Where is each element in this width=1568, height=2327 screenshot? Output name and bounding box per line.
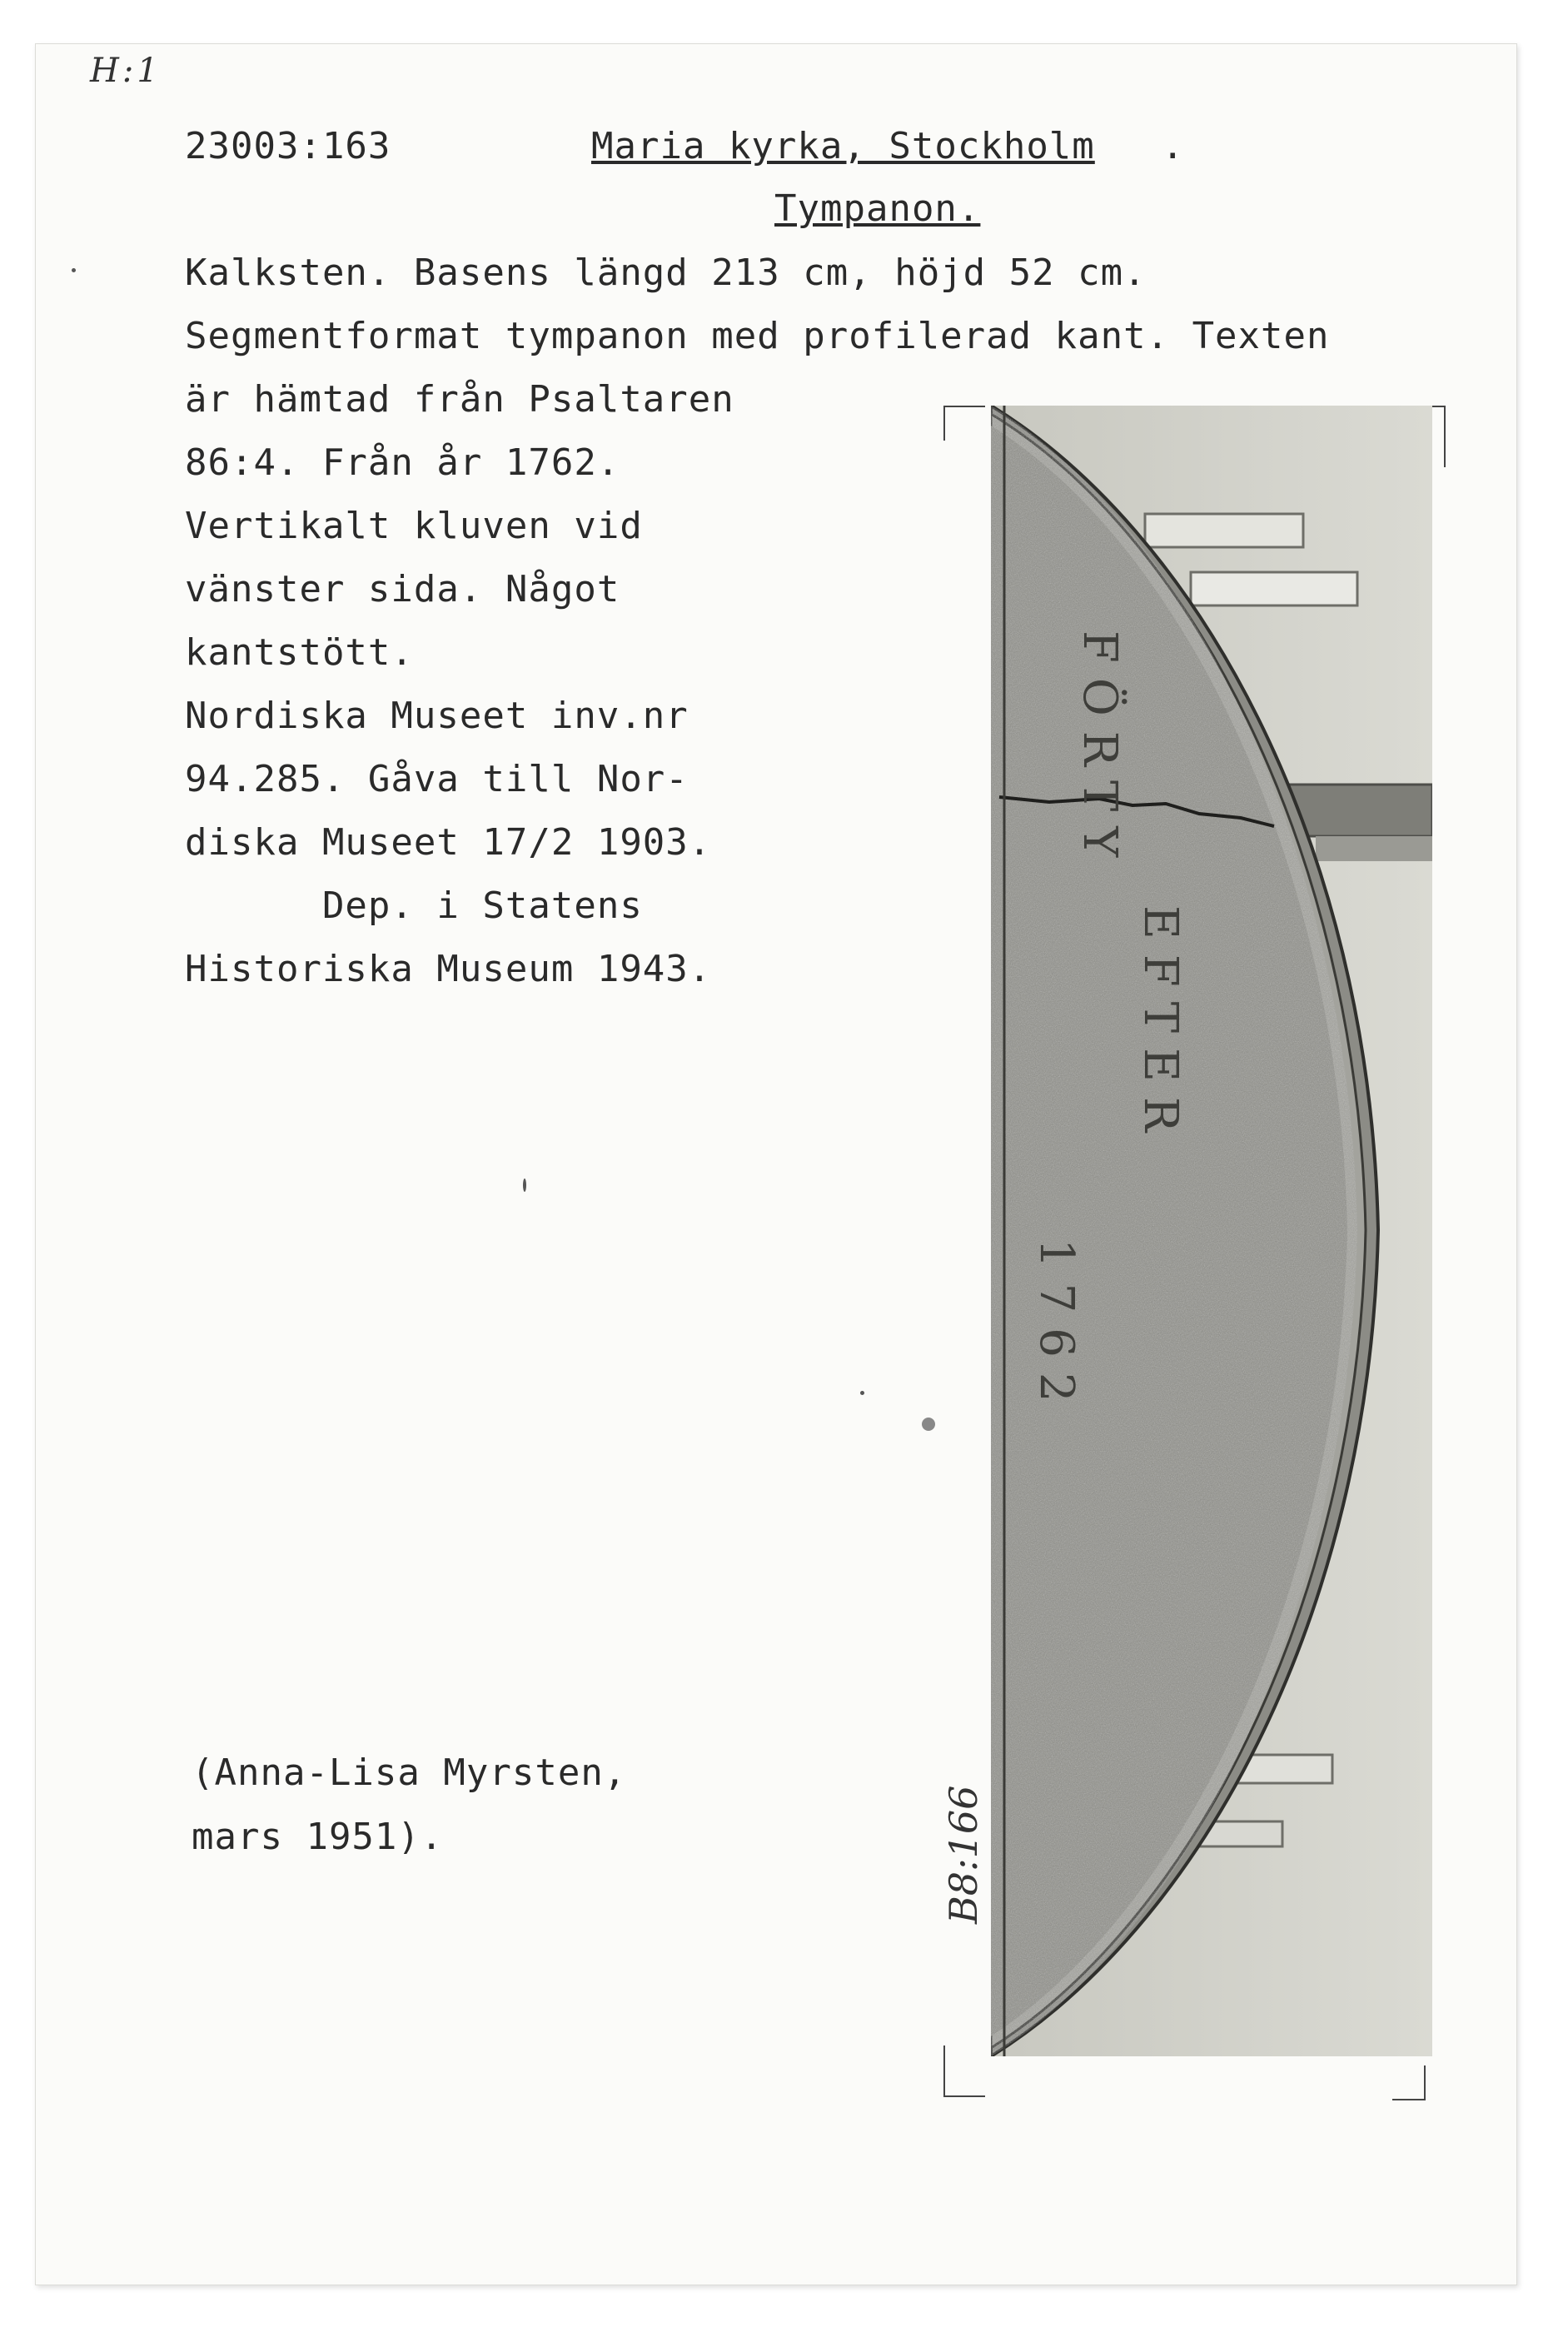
location-title: Maria kyrka, Stockholm <box>591 125 1095 167</box>
author-line: mars 1951). <box>192 1816 444 1858</box>
description-line: Nordiska Museet inv.nr <box>185 695 689 737</box>
description-line: Vertikalt kluven vid <box>185 505 643 547</box>
inscription-line: EFTER <box>1133 905 1187 1148</box>
corner-mark <box>943 406 985 441</box>
location-suffix: . <box>1162 125 1185 167</box>
description-line: 86:4. Från år 1762. <box>185 441 620 484</box>
tympanon-photo-image <box>991 406 1432 2056</box>
speck <box>523 1178 526 1192</box>
description-line: Segmentformat tympanon med profilerad kant. Texten <box>185 315 1330 357</box>
inventory-number: 23003:163 <box>185 125 391 167</box>
description-line: diska Museet 17/2 1903. <box>185 821 712 864</box>
tympanon-photo <box>991 406 1432 2056</box>
handwritten-mark: H:1 <box>90 52 162 90</box>
author-line: (Anna-Lisa Myrsten, <box>192 1751 627 1794</box>
description-line: kantstött. <box>185 631 414 674</box>
corner-mark <box>1392 2065 1426 2100</box>
corner-mark <box>943 2045 985 2097</box>
description-line: Kalksten. Basens längd 213 cm, höjd 52 cm. <box>185 252 1147 294</box>
description-line: är hämtad från Psaltaren <box>185 378 734 421</box>
inscription-line: 1762 <box>1029 1238 1083 1418</box>
description-line: 94.285. Gåva till Nor- <box>185 758 689 800</box>
speck <box>922 1418 935 1431</box>
description-line: vänster sida. Något <box>185 568 620 610</box>
description-line: Dep. i Statens <box>185 884 643 927</box>
speck <box>860 1391 864 1395</box>
description-line: Historiska Museum 1943. <box>185 948 712 990</box>
inscription-line: FÖRTY <box>1073 630 1127 873</box>
speck <box>72 268 76 272</box>
photo-number: B8:166 <box>941 1785 986 1924</box>
object-type: Tympanon. <box>774 187 981 230</box>
